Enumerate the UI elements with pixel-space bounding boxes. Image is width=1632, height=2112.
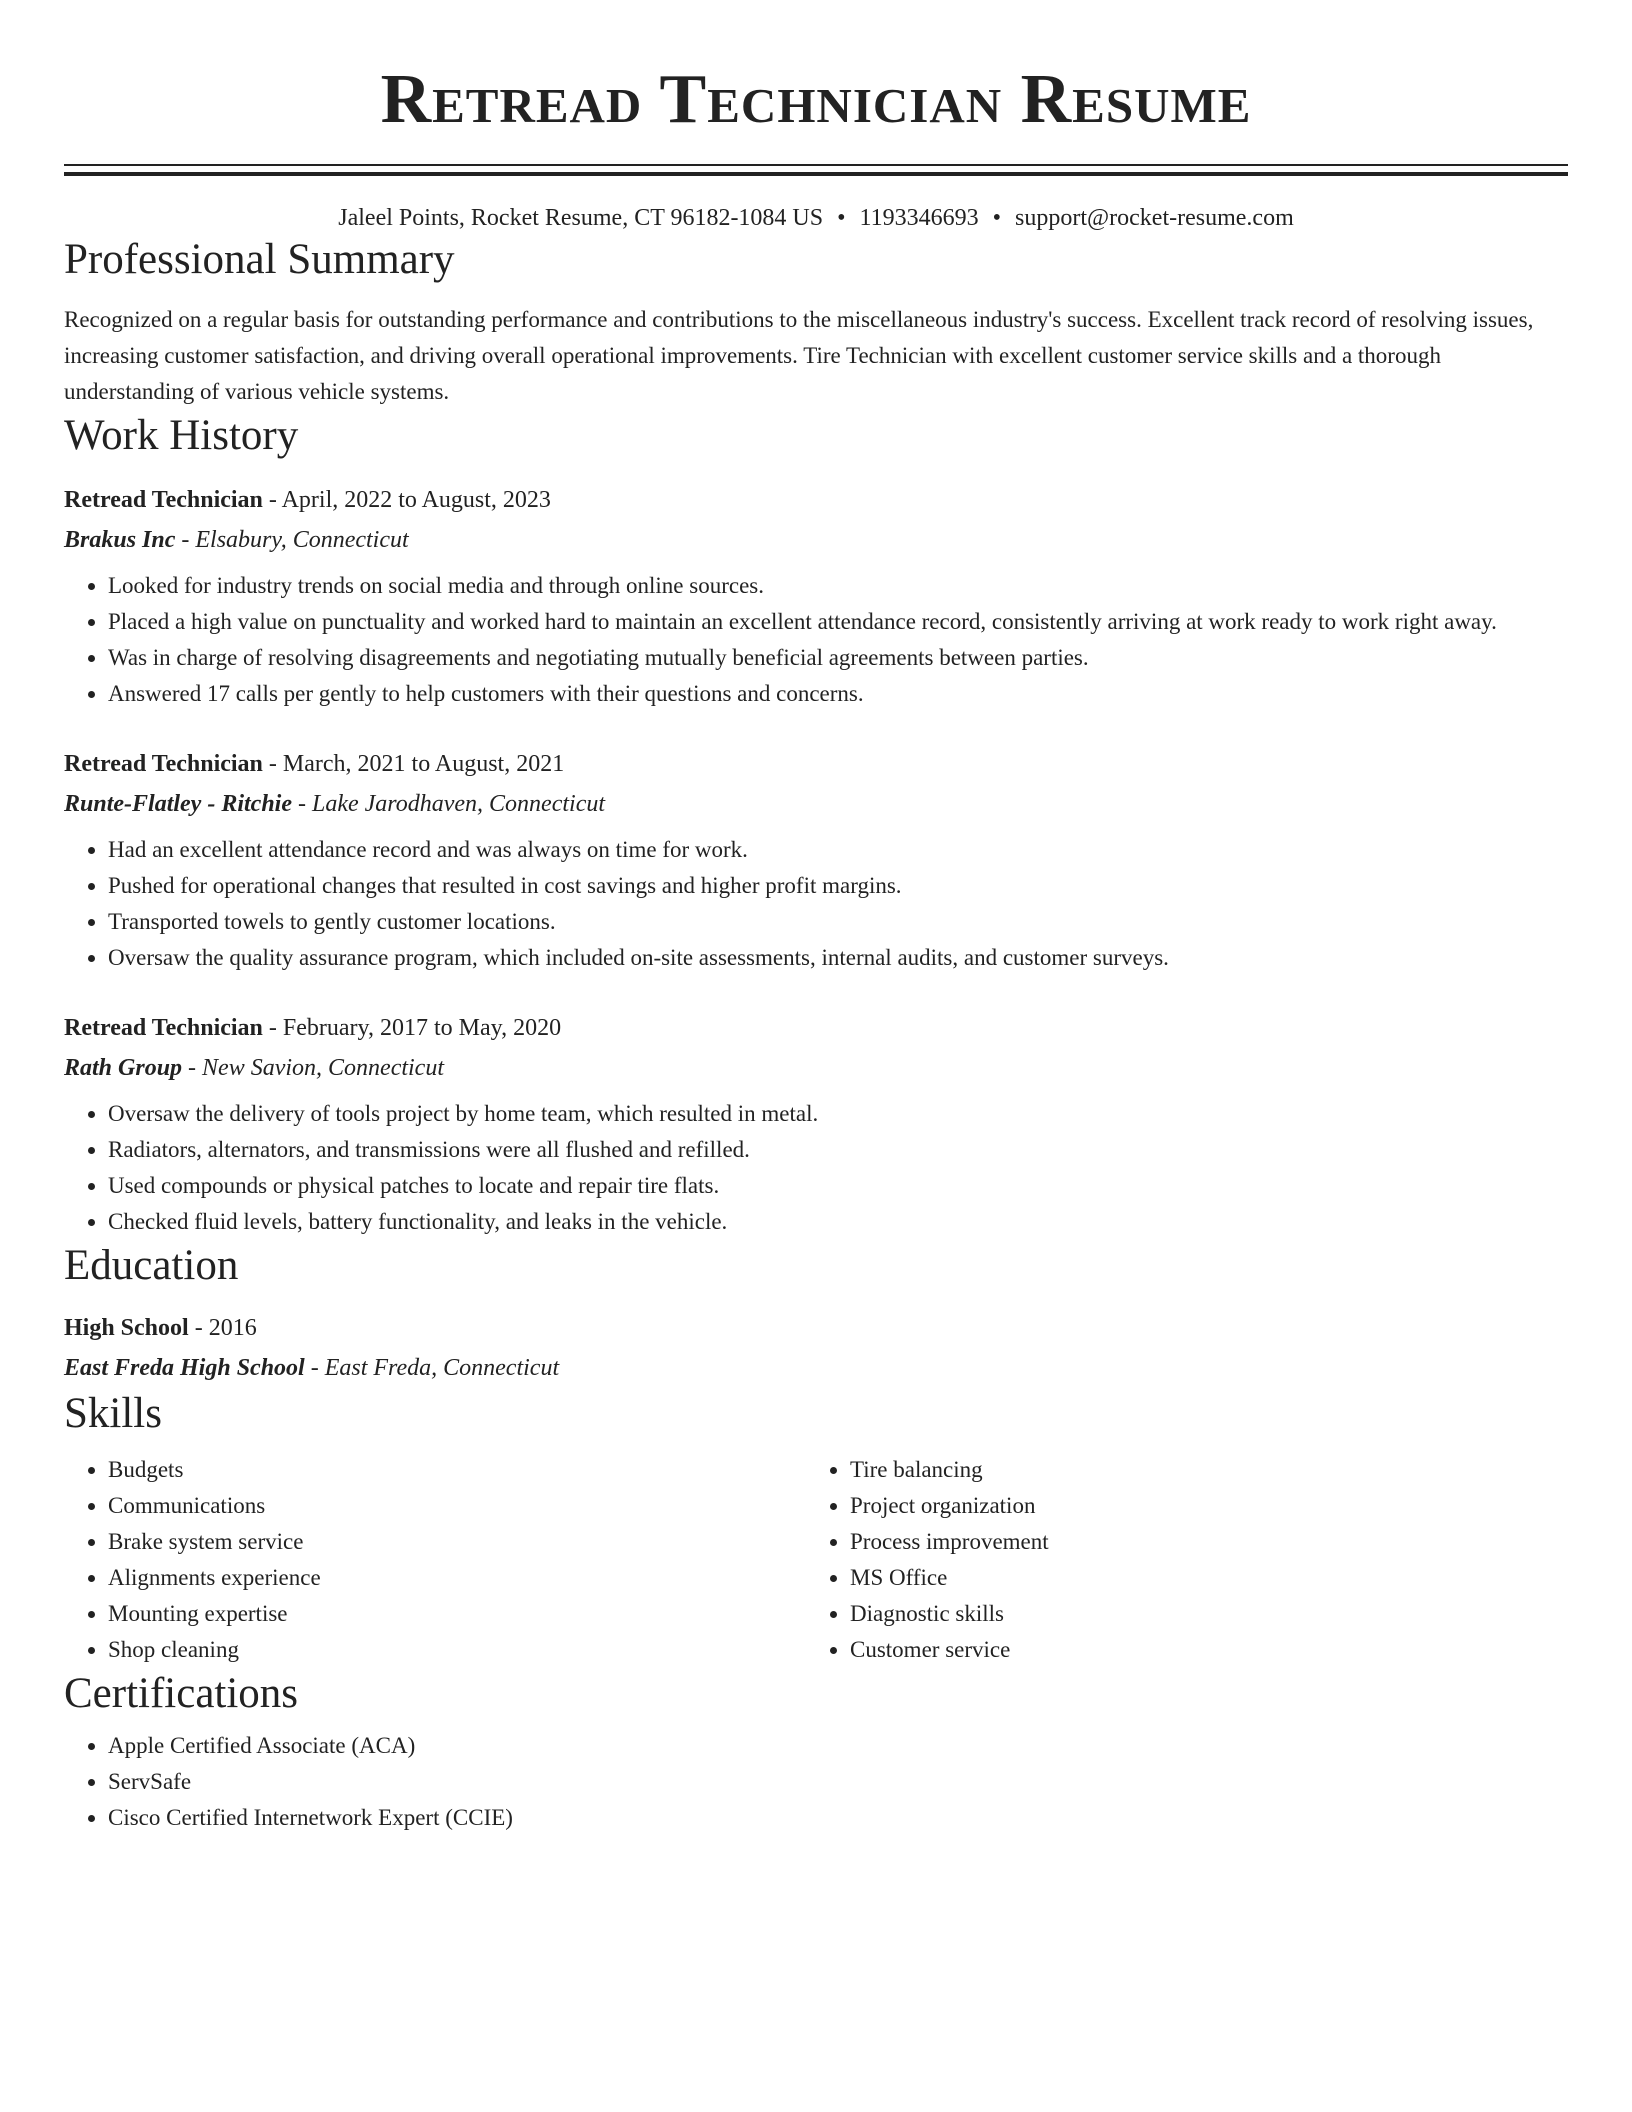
list-item: • Transported towels to gently customer locations. bbox=[108, 904, 1568, 940]
list-item: • Used compounds or physical patches to locate and repair tire flats. bbox=[108, 1168, 1568, 1204]
skill-item: • Customer service bbox=[850, 1632, 1548, 1668]
list-item: • Pushed for operational changes that resulted in cost savings and higher profit margins. bbox=[108, 868, 1568, 904]
job-entry bbox=[64, 480, 1568, 712]
certifications-list bbox=[64, 1728, 1568, 1836]
skill-item: • Alignments experience bbox=[108, 1560, 806, 1596]
skill-item: • Budgets bbox=[108, 1452, 806, 1488]
education-heading: Education bbox=[64, 1242, 239, 1289]
company-name: Runte-Flatley - Ritchie bbox=[64, 791, 292, 817]
job-entry bbox=[64, 744, 1568, 976]
certifications-heading: Certifications bbox=[64, 1670, 299, 1717]
contact-separator: • bbox=[837, 205, 846, 231]
list-item: • Was in charge of resolving disagreements and negotiating mutually beneficial agreements between parties. bbox=[108, 640, 1568, 676]
job-title-line bbox=[64, 480, 1568, 520]
skill-item: • Project organization bbox=[850, 1488, 1548, 1524]
skill-item: • MS Office bbox=[850, 1560, 1548, 1596]
company-line bbox=[64, 784, 1568, 824]
degree: High School bbox=[64, 1315, 189, 1341]
skill-item: • Process improvement bbox=[850, 1524, 1548, 1560]
skills-heading: Skills bbox=[64, 1390, 162, 1437]
skills-list-left bbox=[64, 1452, 806, 1668]
company-location: - Lake Jarodhaven, Connecticut bbox=[292, 791, 606, 817]
company-line bbox=[64, 520, 1568, 560]
degree-line bbox=[64, 1308, 1568, 1348]
job-dates: - April, 2022 to August, 2023 bbox=[262, 487, 551, 513]
company-location: - New Savion, Connecticut bbox=[182, 1055, 444, 1081]
list-item: • Oversaw the quality assurance program, which included on-site assessments, internal audits, and customer surveys. bbox=[108, 940, 1568, 976]
job-title: Retread Technician bbox=[64, 1015, 263, 1041]
contact-phone: 1193346693 bbox=[859, 205, 979, 231]
job-title-line bbox=[64, 744, 1568, 784]
list-item: • Oversaw the delivery of tools project by home team, which resulted in metal. bbox=[108, 1096, 1568, 1132]
list-item: • Answered 17 calls per gently to help customers with their questions and concerns. bbox=[108, 676, 1568, 712]
job-title: Retread Technician bbox=[64, 751, 263, 777]
list-item: • Had an excellent attendance record and was always on time for work. bbox=[108, 832, 1568, 868]
school-name: East Freda High School bbox=[64, 1355, 305, 1381]
summary-text: Recognized on a regular basis for outstanding performance and contributions to the miscellaneous industry's success. Excellent track record of resolving issues, increasing customer satisfaction, and driving overall operational improvements. Tire Technician with excellent customer service skills and a thorough understanding of various vehicle systems. bbox=[64, 307, 1534, 404]
certification-item: • ServSafe bbox=[108, 1764, 1568, 1800]
contact-address: Jaleel Points, Rocket Resume, CT 96182-1084 US bbox=[338, 205, 824, 231]
company-location: - Elsabury, Connecticut bbox=[175, 527, 409, 553]
certification-item: • Apple Certified Associate (ACA) bbox=[108, 1728, 1568, 1764]
company-name: Brakus Inc bbox=[64, 527, 176, 553]
contact-separator: • bbox=[992, 205, 1002, 231]
list-item: • Looked for industry trends on social media and through online sources. bbox=[108, 568, 1568, 604]
skill-item: • Brake system service bbox=[108, 1524, 806, 1560]
education-entry bbox=[64, 1308, 1568, 1388]
work-history-heading: Work History bbox=[64, 412, 299, 459]
skill-item: • Shop cleaning bbox=[108, 1632, 806, 1668]
job-dates: - February, 2017 to May, 2020 bbox=[262, 1015, 562, 1041]
certification-item: • Cisco Certified Internetwork Expert (CCIE) bbox=[108, 1800, 1568, 1836]
company-name: Rath Group bbox=[64, 1055, 183, 1081]
contact-email[interactable]: support@rocket-resume.com bbox=[1015, 205, 1294, 231]
job-bullets bbox=[64, 568, 1568, 712]
job-dates: - March, 2021 to August, 2021 bbox=[262, 751, 565, 777]
contact-line bbox=[64, 202, 1568, 234]
skill-item: • Mounting expertise bbox=[108, 1596, 806, 1632]
skills-columns bbox=[64, 1452, 1568, 1668]
job-entry bbox=[64, 1008, 1568, 1240]
school-location: - East Freda, Connecticut bbox=[304, 1355, 560, 1381]
skill-item: • Diagnostic skills bbox=[850, 1596, 1548, 1632]
page-title: Retread Technician Resume bbox=[380, 61, 1252, 138]
list-item: • Placed a high value on punctuality and worked hard to maintain an excellent attendance record, consistently arriving at work ready to work right away. bbox=[108, 604, 1568, 640]
job-title-line bbox=[64, 1008, 1568, 1048]
skill-item: • Tire balancing bbox=[850, 1452, 1548, 1488]
job-bullets bbox=[64, 1096, 1568, 1240]
school-line bbox=[64, 1348, 1568, 1388]
job-title: Retread Technician bbox=[64, 487, 263, 513]
skills-list-right bbox=[806, 1452, 1548, 1668]
company-line bbox=[64, 1048, 1568, 1088]
summary-heading: Professional Summary bbox=[64, 236, 455, 283]
graduation-year: - 2016 bbox=[188, 1315, 257, 1341]
list-item: • Checked fluid levels, battery functionality, and leaks in the vehicle. bbox=[108, 1204, 1568, 1240]
list-item: • Radiators, alternators, and transmissions were all flushed and refilled. bbox=[108, 1132, 1568, 1168]
skill-item: • Communications bbox=[108, 1488, 806, 1524]
job-bullets bbox=[64, 832, 1568, 976]
title-divider bbox=[64, 164, 1568, 176]
